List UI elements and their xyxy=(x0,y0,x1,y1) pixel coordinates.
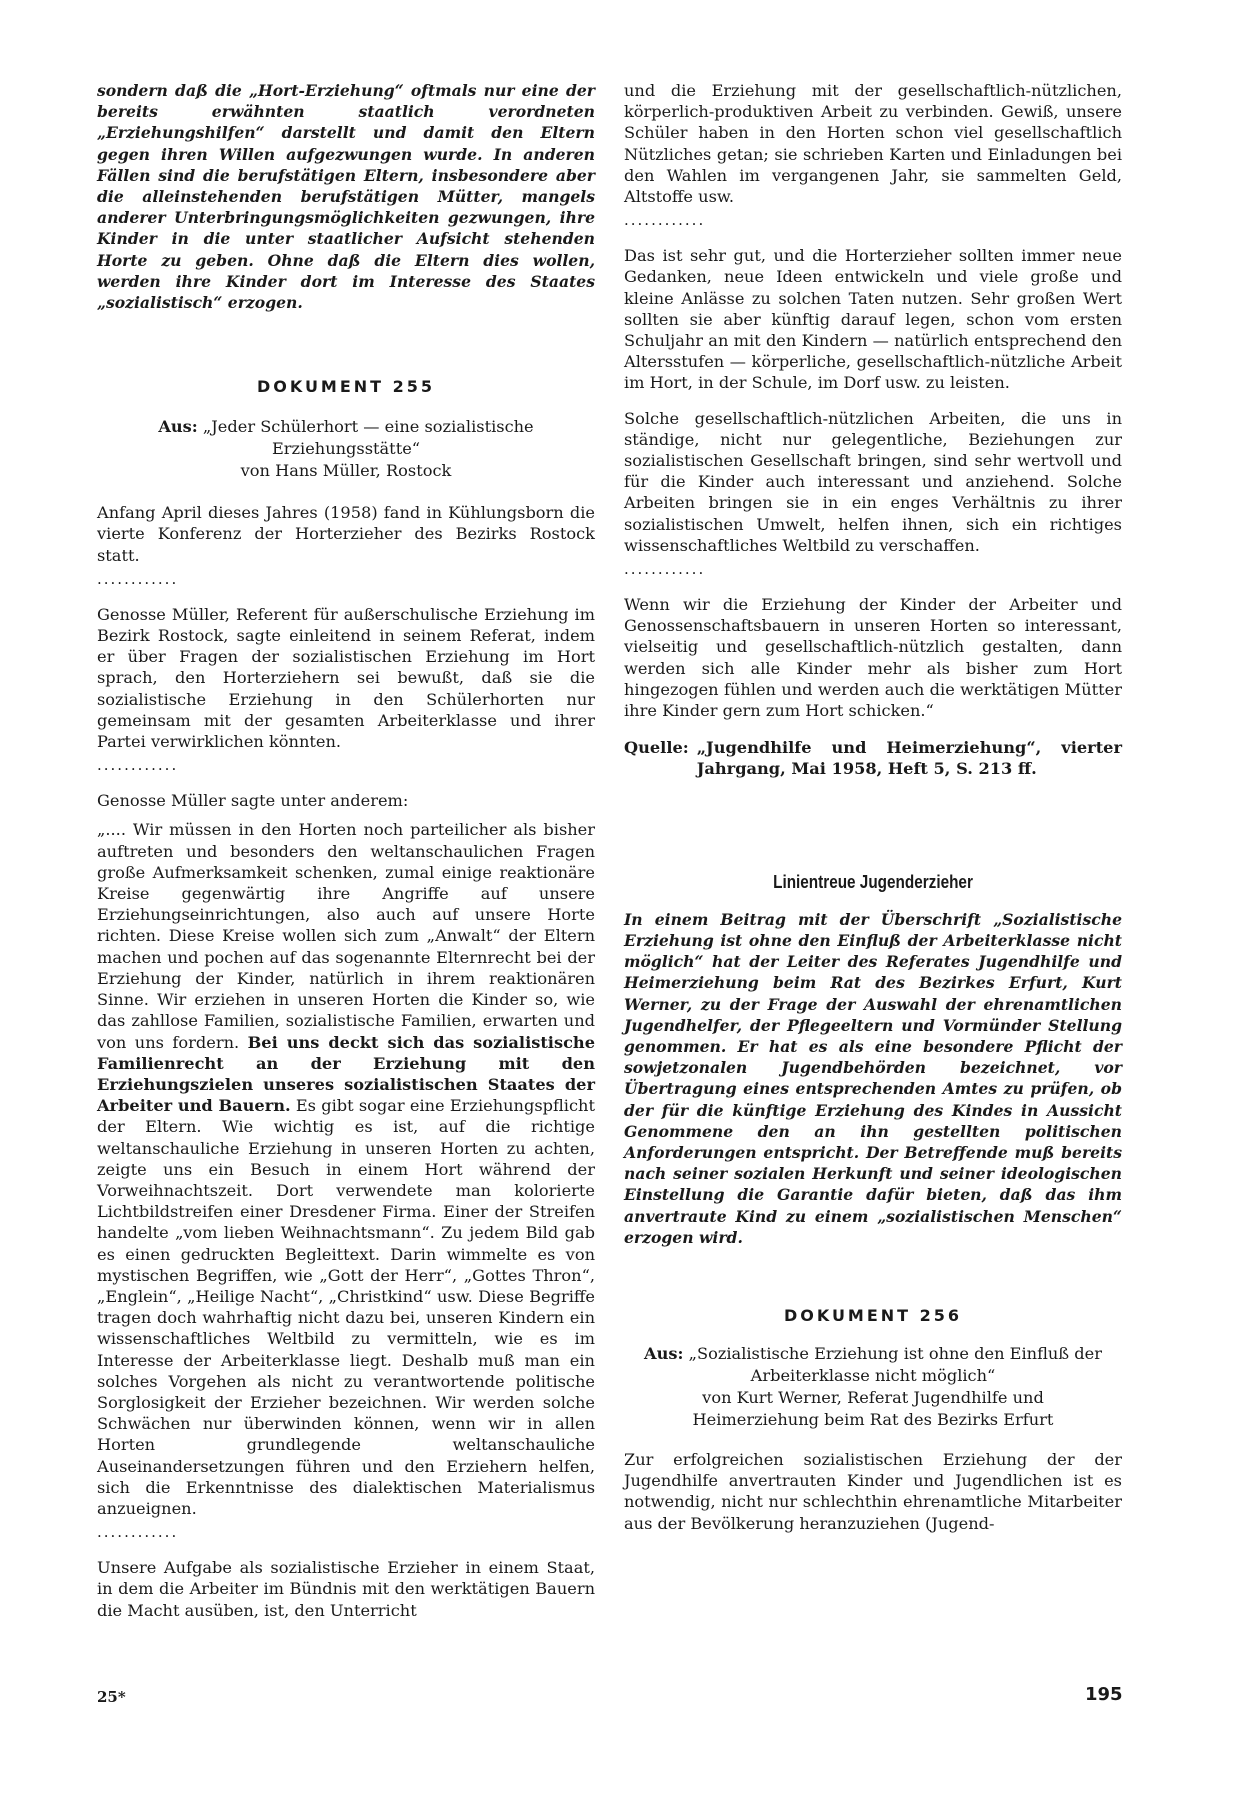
ellipsis-separator: ............ xyxy=(624,211,706,230)
left-column xyxy=(97,80,595,1621)
document-256-heading: DOKUMENT 256 xyxy=(783,1305,963,1325)
paragraph-useful-work: Solche gesellschaftlich-nützlichen Arbeiten, die uns in ständige, nicht nur gelegentliche, Beziehungen zur sozialistischen Gesellschaft bringen, sind sehr wertvoll und für die Kinder auch interessant und anziehend. Solche Arbeiten bringen sie in ein enges Verhältnis zu ihrer sozialistischen Umwelt, helfen ihnen, sich ein richtiges wissenschaftliches Weltbild zu verschaffen. xyxy=(624,408,1122,555)
signature-mark: 25* xyxy=(97,1688,126,1706)
paragraph-good: Das ist sehr gut, und die Horterzieher sollten immer neue Gedanken, neue Ideen entwickeln und viele große und kleine Anlässe zu solchen Taten nutzen. Sehr großen Wert sollten sie aber künftig darauf legen, schon vom ersten Schuljahr an mit den Kindern — natürlich entsprechend den Altersstufen — körperliche, gesellschaftlich-nützliche Arbeit im Hort, in der Schule, im Dorf usw. zu leisten. xyxy=(624,246,1122,393)
section-title: Linientreue Jugenderzieher xyxy=(773,871,973,892)
paragraph-conference: Anfang April dieses Jahres (1958) fand in Kühlungsborn die vierte Konferenz der Horterzieher des Bezirks Rostock statt. xyxy=(97,503,595,565)
quelle-text: „Jugendhilfe und Heimerziehung“, vierter Jahrgang, Mai 1958, Heft 5, S. 213 ff. xyxy=(696,738,1122,779)
source-author: von Hans Müller, Rostock xyxy=(240,461,452,481)
speech-part-1: „.... Wir müssen in den Horten noch parteilicher als bisher auftreten und besonders den weltanschaulichen Fragen große Aufmerksamkeit schenken, zumal einige reaktionäre Kreise gegenwärtig ihre Angriffe auf unsere Erziehungseinrichtungen, also auch auf unsere Horte richten. Diese Kreise wollen sich zum „Anwalt“ der Eltern machen und pochen auf das sogenannte Elternrecht bei der Erziehung der Kinder, natürlich in ihrem reaktionären Sinne. Wir erziehen in unseren Horten die Kinder so, wie das zahllose Familien, sozialistische Familien, erwarten und von uns fordern. xyxy=(97,820,595,1052)
paragraph-conclusion: Wenn wir die Erziehung der Kinder der Arbeiter und Genossenschaftsbauern in unseren Horten so interessant, vielseitig und gesellschaftlich-nützlich gestalten, dann werden sich alle Kinder mehr als bisher zum Hort hingezogen fühlen und werden auch die werktätigen Mütter ihre Kinder gern zum Hort schicken.“ xyxy=(624,595,1122,721)
paragraph-intro-quote: Genosse Müller sagte unter anderem: xyxy=(97,791,409,811)
ellipsis-separator: ............ xyxy=(97,756,179,775)
right-column xyxy=(624,80,1122,1534)
ellipsis-separator: ............ xyxy=(624,560,706,579)
source-label: Aus: xyxy=(644,1343,684,1363)
section-italic-paragraph: In einem Beitrag mit der Überschrift „Sozialistische Erziehung ist ohne den Einfluß der Arbeiterklasse nicht möglich“ hat der Leiter des Referates Jugendhilfe und Heimerziehung beim Rat des Bezirkes Erfurt, Kurt Werner, zu der Frage der Auswahl der ehrenamtlichen Jugendhelfer, der Pflegeeltern und Vormünder Stellung genommen. Er hat es als eine besondere Pflicht der sowjetzonalen Jugendbehörden bezeichnet, vor Übertragung eines entsprechenden Amtes zu prüfen, ob der für die künftige Erziehung des Kindes in Aussicht Genommene den an ihn gestellten politischen Anforderungen entspricht. Der Betreffende muß bereits nach seiner sozialen Herkunft und seiner ideologischen Einstellung die Garantie dafür bieten, daß das ihm anvertraute Kind zu einem „sozialistischen Menschen“ erzogen wird. xyxy=(624,909,1122,1247)
document-255-source xyxy=(97,416,595,482)
speech-bold-part: Bei uns deckt sich das sozialistische Familienrecht an der Erziehung mit den Erziehungszielen unseres sozialistischen Staates der Arbeiter und Bauern. xyxy=(97,1032,595,1116)
paragraph-task: Unsere Aufgabe als sozialistische Erzieher in einem Staat, in dem die Arbeiter im Bündnis mit den werktätigen Bauern die Macht ausüben, ist, den Unterricht xyxy=(97,1558,595,1620)
paragraph-speech xyxy=(97,819,595,1519)
document-256-source xyxy=(624,1343,1122,1431)
page-number: 195 xyxy=(1085,1684,1123,1705)
source-title: „Sozialistische Erziehung ist ohne den Einfluß der Arbeiterklasse nicht möglich“ xyxy=(688,1343,1102,1385)
source-label: Aus: xyxy=(158,417,198,437)
paragraph-work: und die Erziehung mit der gesellschaftlich-nützlichen, körperlich-produktiven Arbeit zu verbinden. Gewiß, unsere Schüler haben in den Horten schon viel gesellschaftlich Nützliches getan; sie schrieben Karten und Einladungen bei den Wahlen im vergangenen Jahr, sie sammelten Geld, Altstoffe usw. xyxy=(624,81,1122,207)
source-title: „Jeder Schülerhort — eine sozialistische Erziehungsstätte“ xyxy=(202,417,534,459)
quelle-label: Quelle: xyxy=(624,738,689,758)
ellipsis-separator: ............ xyxy=(97,569,179,588)
intro-italic-paragraph: sondern daß die „Hort-Erziehung“ oftmals nur eine der bereits erwähnten staatlich verordneten „Erziehungshilfen“ darstellt und damit den Eltern gegen ihren Willen aufgezwungen wurde. In anderen Fällen sind die berufstätigen Eltern, insbesondere aber die alleinstehenden berufstätigen Mütter, mangels anderer Unterbringungsmöglichkeiten gezwungen, ihre Kinder in die unter staatlicher Aufsicht stehenden Horte zu geben. Ohne daß die Eltern dies wollen, werden ihre Kinder dort im Interesse des Staates „sozialistisch“ erzogen. xyxy=(97,81,595,313)
ellipsis-separator: ............ xyxy=(97,1523,179,1542)
speech-part-2: Es gibt sogar eine Erziehungspflicht der Eltern. Wie wichtig es ist, auf die richtige weltanschauliche Erziehung in unseren Horten zu achten, zeigte uns ein Besuch in einem Hort während der Vorweihnachtszeit. Dort verwendete man kolorierte Lichtbildstreifen einer Dresdener Firma. Einer der Streifen handelte „vom lieben Weihnachtsmann“. Zu jedem Bild gab es einen gedruckten Begleittext. Darin wimmelte es von mystischen Begriffen, wie „Gott der Herr“, „Gottes Thron“, „Englein“, „Heilige Nacht“, „Christkind“ usw. Diese Begriffe tragen doch wahrhaftig nicht dazu bei, unseren Kindern ein wissenschaftliches Weltbild zu vermitteln, wie es im Interesse der Arbeiterklasse liegt. Deshalb muß man ein solches Vorgehen als nicht zu verantwortende politische Sorglosigkeit der Erzieher bezeichnen. Wir werden solche Schwächen nur überwinden können, wenn wir in allen Horten grundlegende weltanschauliche Auseinandersetzungen führen und den Erziehern helfen, sich die Erkenntnisse des dialektischen Materialismus anzueignen. xyxy=(97,1096,595,1518)
source-author: von Kurt Werner, Referat Jugendhilfe und Heimerziehung beim Rat des Bezirks Erfurt xyxy=(692,1387,1054,1429)
source-citation xyxy=(624,737,1122,779)
paragraph-recruitment: Zur erfolgreichen sozialistischen Erziehung der der Jugendhilfe anvertrauten Kinder und Jugendlichen ist es notwendig, nicht nur schlechthin ehrenamtliche Mitarbeiter aus der Bevölkerung heranzuziehen (Jugend- xyxy=(624,1449,1122,1533)
document-255-heading: DOKUMENT 255 xyxy=(256,377,436,397)
paragraph-referent: Genosse Müller, Referent für außerschulische Erziehung im Bezirk Rostock, sagte einleitend in seinem Referat, indem er über Fragen der sozialistischen Erziehung im Hort sprach, den Horterziehern sei bewußt, daß sie die sozialistische Erziehung in den Schülerhorten nur gemeinsam mit der gesamten Arbeiterklasse und ihrer Partei verwirklichen könnten. xyxy=(97,604,595,752)
